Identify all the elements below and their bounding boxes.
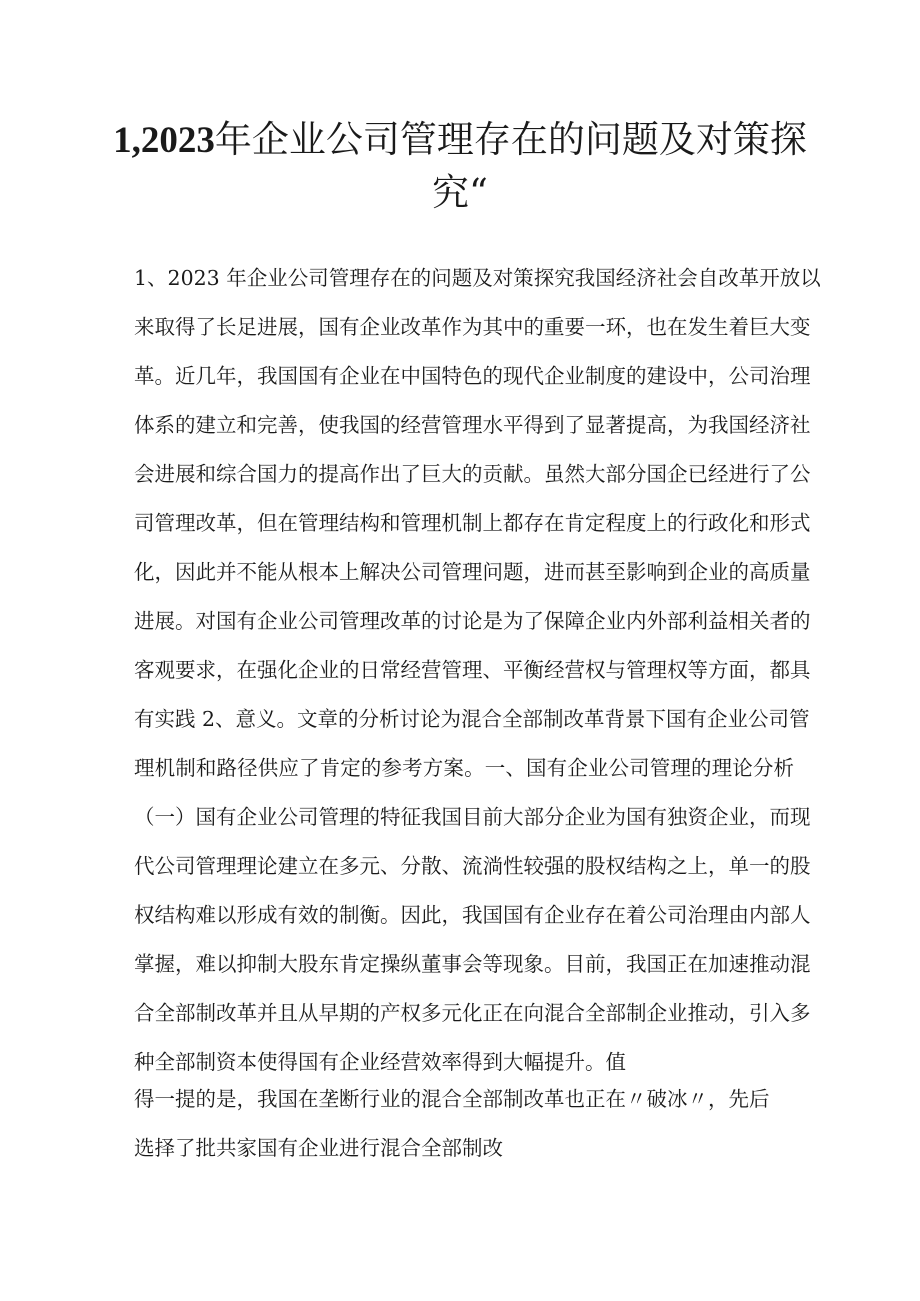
title-prefix: 1,: [113, 120, 141, 161]
body-line: 1、2023 年企业公司管理存在的问题及对策探究我国经济社会自改革开放以: [134, 266, 821, 290]
body-line: 革。近几年，我国国有企业在中国特色的现代企业制度的建设中，公司治理: [134, 364, 811, 388]
title-text: 年企业公司管理存在的问题及对策探: [214, 118, 807, 161]
body-line: 有实践 2、意义。文章的分析讨论为混合全部制改革背景下国有企业公司管: [134, 707, 810, 731]
body-line: 进展。对国有企业公司管理改革的讨论是为了保障企业内外部利益相关者的: [134, 609, 811, 633]
body-line: 代公司管理理论建立在多元、分散、流淌性较强的股权结构之上，单一的股: [134, 854, 811, 878]
body-line: 会进展和综合国力的提高作出了巨大的贡献。虽然大部分国企已经进行了公: [134, 462, 811, 486]
body-line: 合全部制改革并且从早期的产权多元化正在向混合全部制企业推动，引入多: [134, 1001, 811, 1025]
body-line: （一）国有企业公司管理的特征我国目前大部分企业为国有独资企业，而现: [134, 805, 811, 829]
document-title-line-2: 究“: [432, 171, 488, 214]
body-line: 选择了批共家国有企业进行混合全部制改: [134, 1136, 503, 1160]
title-year: 2023: [140, 120, 215, 161]
body-line: 客观要求，在强化企业的日常经营管理、平衡经营权与管理权等方面，都具: [134, 658, 811, 682]
body-line: 权结构难以形成有效的制衡。因此，我国国有企业存在着公司治理由内部人: [134, 903, 811, 927]
body-line: 司管理改革，但在管理结构和管理机制上都存在肯定程度上的行政化和形式: [134, 511, 811, 535]
body-line: 理机制和路径供应了肯定的参考方案。一、国有企业公司管理的理论分析: [134, 756, 794, 780]
body-line: 种全部制资本使得国有企业经营效率得到大幅提升。值: [134, 1050, 626, 1074]
body-line: 得一提的是，我国在垄断行业的混合全部制改革也正在〃破冰〃，先后: [134, 1087, 770, 1111]
body-line: 化，因此并不能从根本上解决公司管理问题，进而甚至影响到企业的高质量: [134, 560, 811, 584]
body-line: 体系的建立和完善，使我国的经营管理水平得到了显著提高，为我国经济社: [134, 413, 811, 437]
body-line: 掌握，难以抑制大股东肯定操纵董事会等现象。目前，我国正在加速推动混: [134, 952, 811, 976]
body-line: 来取得了长足进展，国有企业改革作为其中的重要一环，也在发生着巨大变: [134, 315, 811, 339]
document-title-line-1: [100, 118, 820, 161]
